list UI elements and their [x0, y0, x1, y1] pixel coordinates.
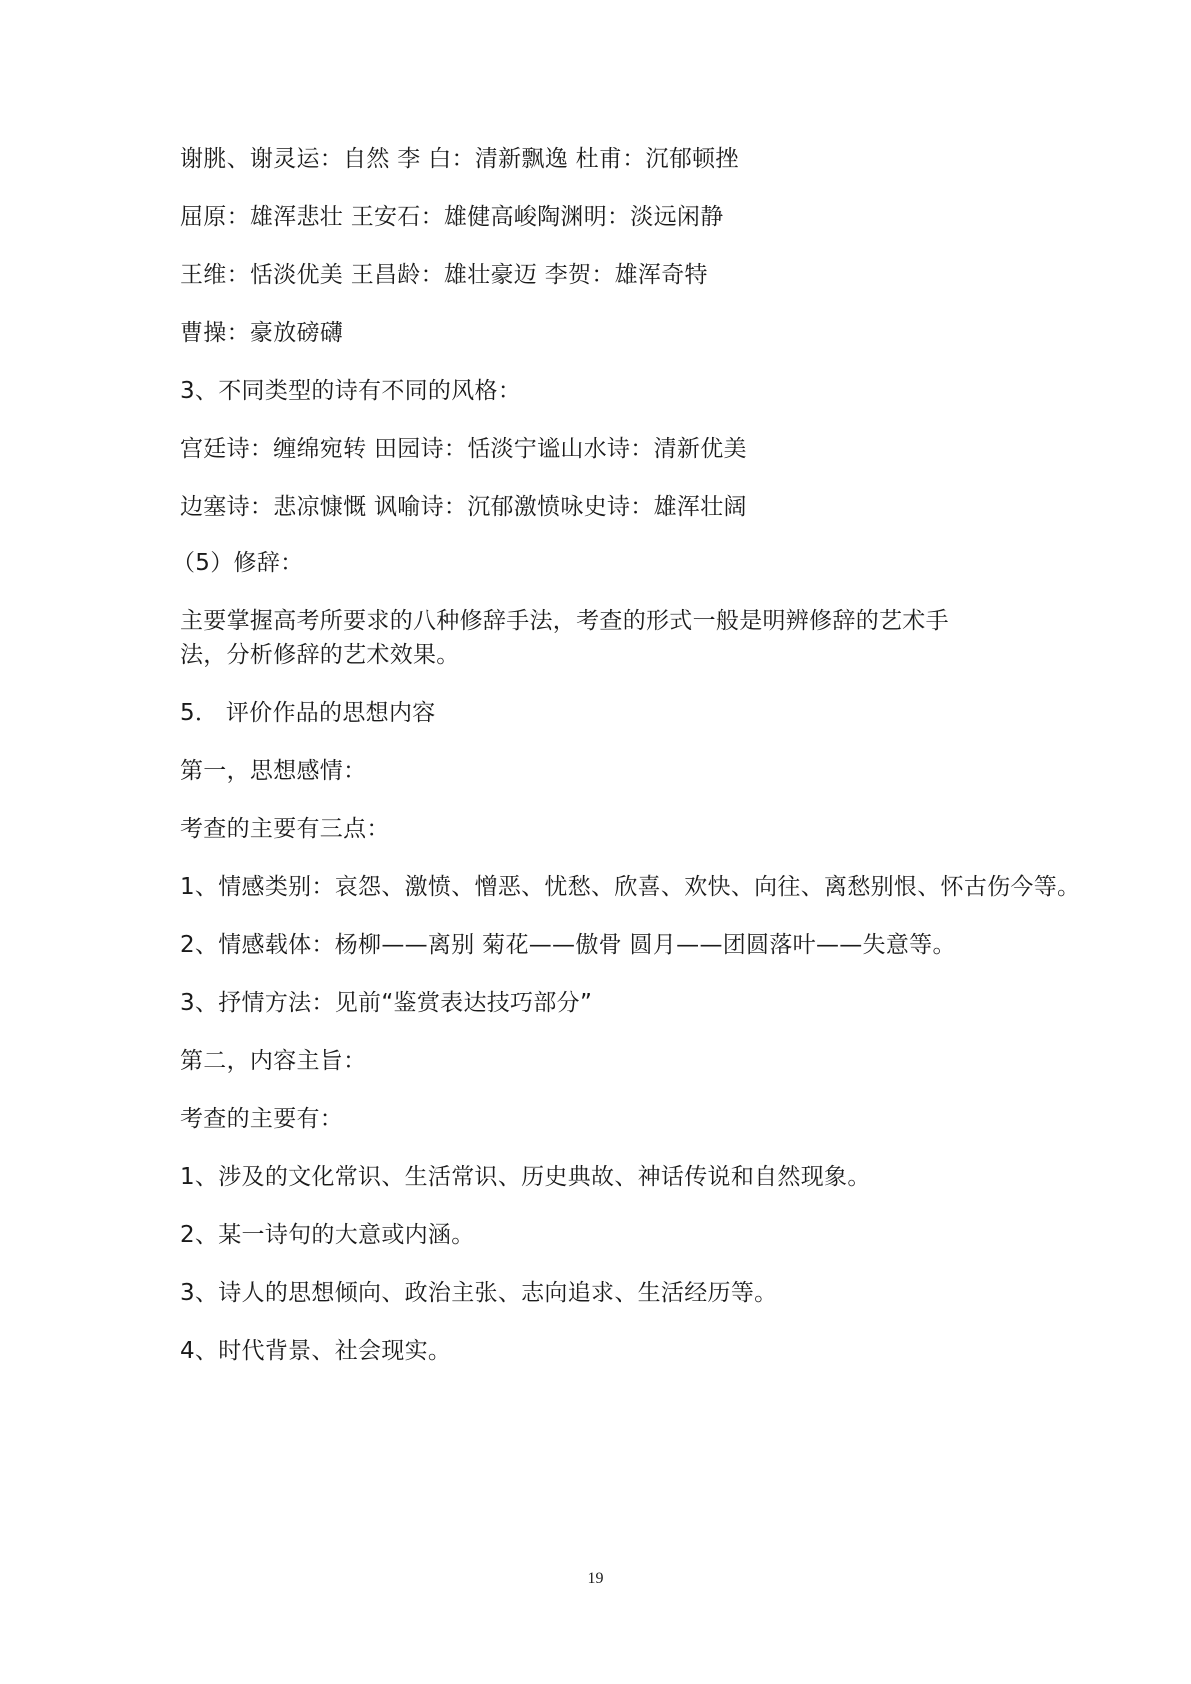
poet-style-line-1: 谢朓、谢灵运：自然 李 白：清新飘逸 杜甫：沉郁顿挫	[180, 146, 739, 172]
section-heading-poem-types: 3、不同类型的诗有不同的风格：	[180, 378, 522, 404]
poet-style-line-4: 曹操：豪放磅礴	[180, 320, 344, 346]
three-points-intro: 考查的主要有三点：	[180, 816, 390, 842]
emotion-carriers-item: 2、情感载体：杨柳——离别 菊花——傲骨 圆月——团圆落叶——失意等。	[180, 932, 956, 958]
page-number: 19	[587, 1570, 604, 1587]
lyric-methods-item: 3、抒情方法：见前“鉴赏表达技巧部分”	[180, 990, 593, 1016]
poem-type-line-2: 边塞诗：悲凉慷慨 讽喻诗：沉郁激愤咏史诗：雄浑壮阔	[180, 494, 747, 520]
section-heading-evaluate: 5． 评价作品的思想内容	[180, 700, 436, 726]
subheading-thoughts-feelings: 第一，思想感情：	[180, 758, 367, 784]
rhetoric-paragraph: 主要掌握高考所要求的八种修辞手法，考查的形式一般是明辨修辞的艺术手法，分析修辞的艺术效果。	[180, 608, 949, 668]
emotion-types-item: 1、情感类别：哀怨、激愤、憎恶、忧愁、欣喜、欢快、向往、离愁别恨、怀古伤今等。	[180, 874, 1081, 900]
content-intro: 考查的主要有：	[180, 1106, 344, 1132]
poet-style-line-2: 屈原：雄浑悲壮 王安石：雄健高峻陶渊明：淡远闲静	[180, 204, 724, 230]
content-item-3: 3、诗人的思想倾向、政治主张、志向追求、生活经历等。	[180, 1280, 778, 1306]
poem-type-line-1: 宫廷诗：缠绵宛转 田园诗：恬淡宁谧山水诗：清新优美	[180, 436, 747, 462]
subheading-content-theme: 第二，内容主旨：	[180, 1048, 367, 1074]
content-item-1: 1、涉及的文化常识、生活常识、历史典故、神话传说和自然现象。	[180, 1164, 871, 1190]
content-item-4: 4、时代背景、社会现实。	[180, 1338, 452, 1364]
poet-style-line-3: 王维：恬淡优美 王昌龄：雄壮豪迈 李贺：雄浑奇特	[180, 262, 708, 288]
content-item-2: 2、某一诗句的大意或内涵。	[180, 1222, 475, 1248]
section-heading-rhetoric: （5）修辞：	[172, 550, 304, 576]
